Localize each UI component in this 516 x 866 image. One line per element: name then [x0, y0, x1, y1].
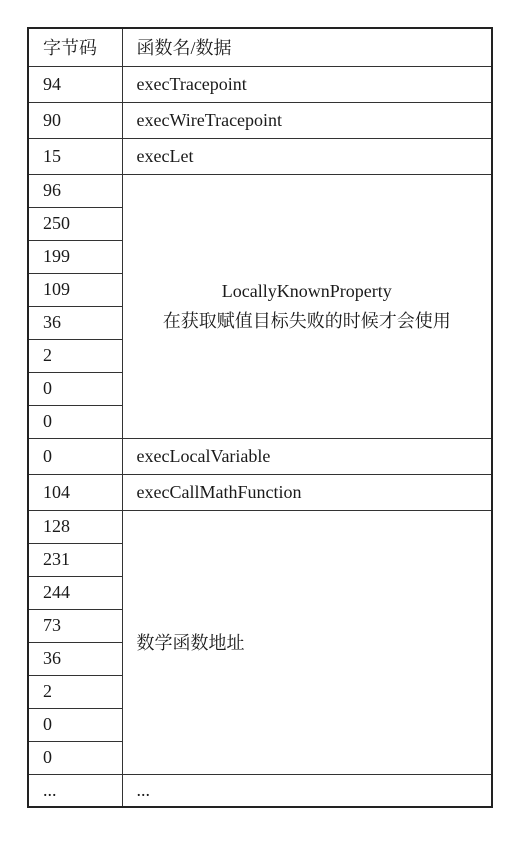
bytecode-cell: 73 [28, 609, 122, 642]
bytecode-cell: 0 [28, 372, 122, 405]
bytecode-cell: 0 [28, 708, 122, 741]
bytecode-cell: ... [28, 774, 122, 807]
bytecode-cell: 250 [28, 207, 122, 240]
table-row [28, 510, 492, 543]
bytecode-cell: 94 [28, 66, 122, 102]
bytecode-cell: 0 [28, 741, 122, 774]
function-cell: execLocalVariable [122, 438, 492, 474]
function-cell: ... [122, 774, 492, 807]
function-cell: execCallMathFunction [122, 474, 492, 510]
table-row [28, 66, 492, 102]
table-header-row [28, 28, 492, 66]
description-line: LocallyKnownProperty [221, 281, 392, 301]
table-row [28, 474, 492, 510]
table-row [28, 438, 492, 474]
header-bytecode: 字节码 [28, 28, 122, 66]
merged-description-cell [122, 174, 492, 438]
bytecode-cell: 199 [28, 240, 122, 273]
table-row [28, 138, 492, 174]
bytecode-cell: 0 [28, 405, 122, 438]
bytecode-cell: 244 [28, 576, 122, 609]
bytecode-cell: 231 [28, 543, 122, 576]
description-line: 在获取赋值目标失败的时候才会使用 [162, 311, 451, 331]
bytecode-cell: 15 [28, 138, 122, 174]
bytecode-cell: 36 [28, 642, 122, 675]
function-cell: execLet [122, 138, 492, 174]
bytecode-cell: 0 [28, 438, 122, 474]
bytecode-cell: 90 [28, 102, 122, 138]
table-row [28, 174, 492, 207]
bytecode-cell: 2 [28, 675, 122, 708]
bytecode-cell: 128 [28, 510, 122, 543]
table-row [28, 102, 492, 138]
bytecode-table [27, 27, 493, 808]
bytecode-cell: 2 [28, 339, 122, 372]
bytecode-cell: 109 [28, 273, 122, 306]
bytecode-cell: 96 [28, 174, 122, 207]
function-cell: execWireTracepoint [122, 102, 492, 138]
header-function-data: 函数名/数据 [122, 28, 492, 66]
function-cell: execTracepoint [122, 66, 492, 102]
bytecode-cell: 104 [28, 474, 122, 510]
merged-description-cell: 数学函数地址 [122, 510, 492, 774]
table-row [28, 774, 492, 807]
bytecode-cell: 36 [28, 306, 122, 339]
